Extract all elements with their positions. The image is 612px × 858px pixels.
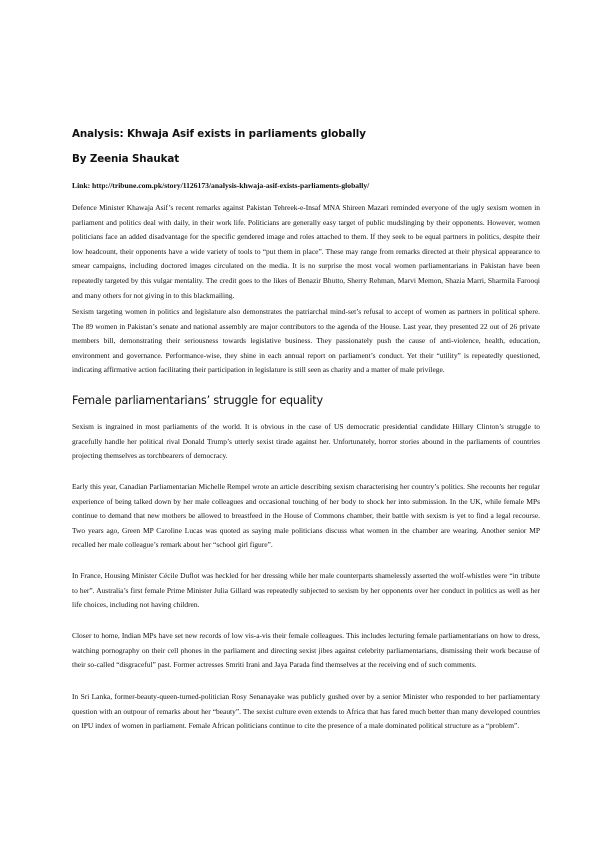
paragraph: Defence Minister Khawaja Asif’s recent remarks against Pakistan Tehreek-e-Insaf MNA Shireen Mazari reminded everyone of the ugly sexism women in parliament and politics deal with daily, in their work life. Politicians are generally easy target of public mudslinging by their opponents. However, women politicians face an added disadvantage for the specific gendered image and roles attached to them. If they seek to be equal partners in politics, despite their low headcount, their opponents have a wide variety of tools to “put them in place”. These may range from remarks directed at their physical appearance to smear campaigns, including doctored images circulated on the media. It is no surprise the most vocal women parliamentarians in Pakistan have been repeatedly targeted by this vulgar mentality. The credit goes to the likes of Benazir Bhutto, Sherry Rehman, Marvi Memon, Shazia Marri, Sharmila Farooqi and many others for not giving in to this blackmailing. — [72, 203, 540, 300]
paragraph: Early this year, Canadian Parliamentarian Michelle Rempel wrote an article describing sexism characterising her country’s politics. She recounts her regular experience of being talked down by her male colleagues and occasional touching of her body to shock her into submission. In the UK, while female MPs continue to demand that new mothers be allowed to breastfeed in the House of Commons chamber, their battle with sexism is yet to find a legal recourse. Two years ago, Green MP Caroline Lucas was quoted as saying male politicians discuss what women in the chamber are wearing. Another senior MP recalled her male colleague’s remark about her “school girl figure”. — [72, 482, 540, 550]
article-link: Link: http://tribune.com.pk/story/1126173/analysis-khwaja-asif-exists-parliaments-globally/ — [72, 181, 370, 190]
paragraph: Sexism is ingrained in most parliaments of the world. It is obvious in the case of US democratic presidential candidate Hillary Clinton’s struggle to gracefully handle her political rival Donald Trump’s utterly sexist tirade against her. Unfortunately, horror stories abound in the parliaments of countries projecting themselves as torchbearers of democracy. — [72, 422, 540, 461]
paragraph: In Sri Lanka, former-beauty-queen-turned-politician Rosy Senanayake was publicly gushed over by a senior Minister who responded to her parliamentary question with an outpour of remarks about her “beauty”. The sexist culture even extends to Africa that has fared much better than many developed countries on IPU index of women in parliament. Female African politicians continue to cite the presence of a male dominated political structure as a “problem”. — [72, 692, 540, 731]
paragraph: Sexism targeting women in politics and legislature also demonstrates the patriarchal mind-set’s refusal to accept of women as partners in political sphere. The 89 women in Pakistan’s senate and national assembly are major contributors to the agenda of the House. Last year, they presented 22 out of 26 private members bill, demonstrating their seriousness towards legislative business. They passionately push the cause of anti-violence, health, education, environment and governance. Performance-wise, they shine in each annual report on parliament’s conduct. Yet their “utility” is repeatedly questioned, indicating affirmative action facilitating their participation in legislature is still seen as charity and a matter of male privilege. — [72, 307, 540, 375]
section-heading: Female parliamentarians’ struggle for equality — [72, 394, 323, 407]
paragraph: Closer to home, Indian MPs have set new records of low vis-a-vis their female colleagues. This includes lecturing female parliamentarians on how to dress, watching pornography on their cell phones in the parliament and directing sexist jibes against celebrity parliamentarians, dismissing their work because of their so-called “disgraceful” past. Former actresses Smriti Irani and Jaya Parada find themselves at the receiving end of such comments. — [72, 631, 540, 670]
article-title: Analysis: Khwaja Asif exists in parliaments globally — [72, 128, 366, 140]
article-byline: By Zeenia Shaukat — [72, 153, 180, 165]
paragraph: In France, Housing Minister Cécile Duflot was heckled for her dressing while her male counterparts shamelessly asserted the wolf-whistles were “in tribute to her”. Australia’s first female Prime Minister Julia Gillard was repeatedly subjected to sexism by her opponents over her conduct in politics as well as her life choices, including not having children. — [72, 571, 540, 610]
